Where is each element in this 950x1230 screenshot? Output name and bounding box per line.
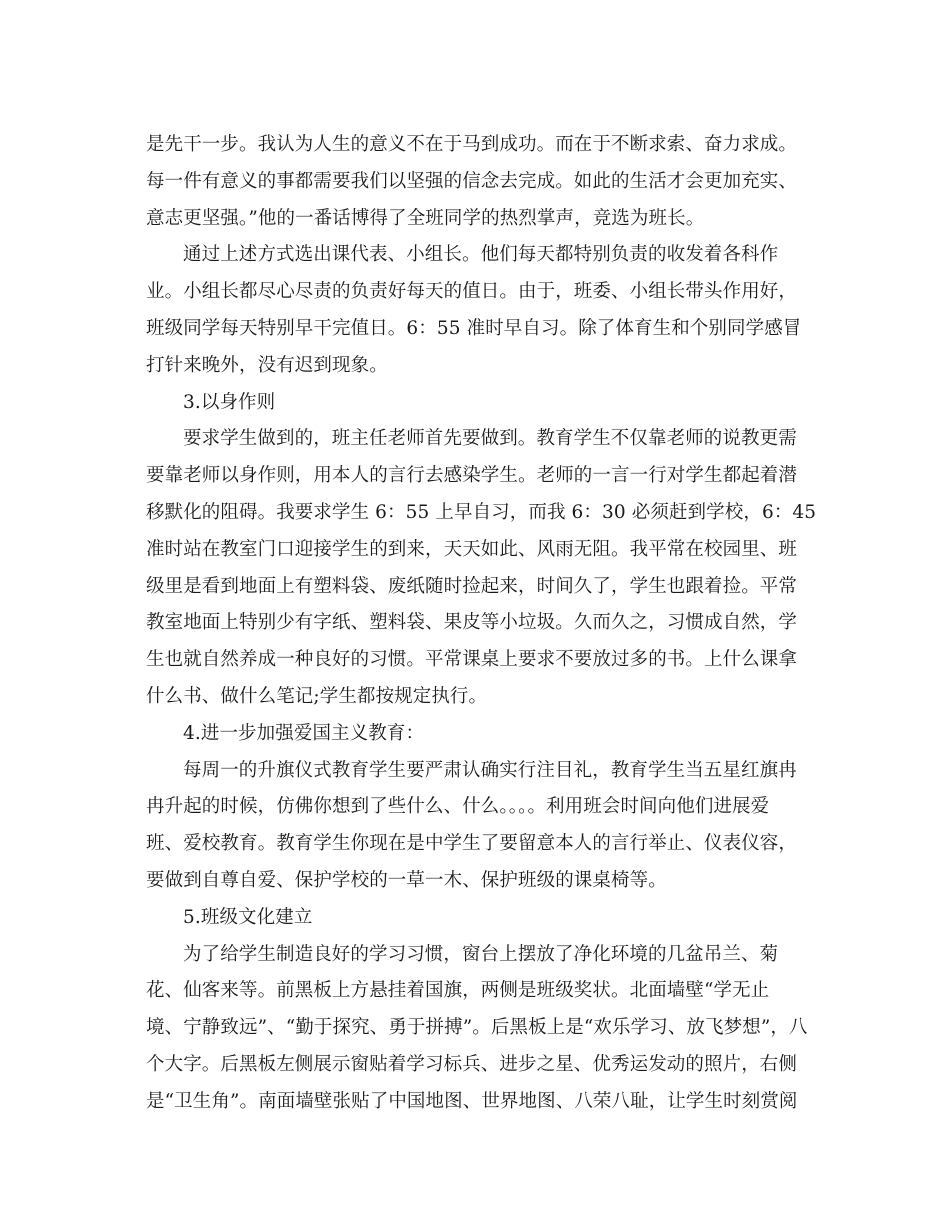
text-line: 打针来晚外，没有迟到现象。 [146, 354, 388, 376]
paragraph-first-line: 为了给学生制造良好的学习习惯，窗台上摆放了净化环境的几盆吊兰、菊 [183, 943, 779, 965]
paragraph-first-line: 要求学生做到的，班主任老师首先要做到。教育学生不仅靠老师的说教更需 [183, 428, 797, 450]
document-body [146, 127, 817, 1121]
text-line: 花、仙客来等。前黑板上方悬挂着国旗，两侧是班级奖状。北面墙壁“学无止 [146, 980, 770, 1002]
text-line: 移默化的阻碍。我要求学生 6：55 上早自习，而我 6：30 必须赶到学校，6：45 [146, 501, 817, 523]
paragraph-first-line: 5.班级文化建立 [183, 906, 313, 928]
text-line: 什么书、做什么笔记;学生都按规定执行。 [146, 685, 488, 707]
text-line: 班级同学每天特别早干完值日。6：55 准时早自习。除了体育生和个别同学感冒 [146, 317, 802, 339]
text-line: 每一件有意义的事都需要我们以坚强的信念去完成。如此的生活才会更加充实、 [146, 170, 798, 192]
text-line: 要做到自尊自爱、保护学校的一草一木、保护班级的课桌椅等。 [146, 869, 667, 891]
text-line: 准时站在教室门口迎接学生的到来，天天如此、风雨无阻。我平常在校园里、班 [146, 538, 798, 560]
text-line: 个大字。后黑板左侧展示窗贴着学习标兵、进步之星、优秀运发动的照片，右侧 [146, 1053, 798, 1075]
text-line: 境、宁静致远”、“勤于探究、勇于拼搏”。后黑板上是“欢乐学习、放飞梦想”，八 [146, 1017, 808, 1039]
text-line: 班、爱校教育。教育学生你现在是中学生了要留意本人的言行举止、仪表仪容， [146, 833, 798, 855]
text-line: 是先干一步。我认为人生的意义不在于马到成功。而在于不断求索、奋力求成。 [146, 134, 798, 155]
text-line: 要靠老师以身作则，用本人的言行去感染学生。老师的一言一行对学生都起着潜 [146, 465, 798, 487]
text-line: 是“卫生角”。南面墙壁张贴了中国地图、世界地图、八荣八耻，让学生时刻赏阅 [146, 1090, 798, 1112]
paragraph-first-line: 通过上述方式选出课代表、小组长。他们每天都特别负责的收发着各科作 [183, 244, 779, 266]
text-line: 级里是看到地面上有塑料袋、废纸随时捡起来，时间久了，学生也跟着捡。平常 [146, 575, 798, 597]
text-line: 教室地面上特别少有字纸、塑料袋、果皮等小垃圾。久而久之，习惯成自然，学 [146, 612, 798, 634]
text-line: 意志更坚强。”他的一番话博得了全班同学的热烈掌声，竞选为班长。 [146, 207, 705, 229]
text-line: 业。小组长都尽心尽责的负责好每天的值日。由于，班委、小组长带头作用好， [146, 281, 798, 303]
paragraph-first-line: 4.进一步加强爱国主义教育： [183, 722, 425, 744]
paragraph-first-line: 3.以身作则 [183, 391, 276, 413]
text-line: 冉升起的时候，仿佛你想到了些什么、什么。。。。利用班会时间向他们进展爱 [146, 796, 770, 818]
paragraph-first-line: 每周一的升旗仪式教育学生要严肃认确实行注目礼，教育学生当五星红旗冉 [183, 759, 797, 781]
text-line: 生也就自然养成一种良好的习惯。平常课桌上要求不要放过多的书。上什么课拿 [146, 649, 798, 671]
